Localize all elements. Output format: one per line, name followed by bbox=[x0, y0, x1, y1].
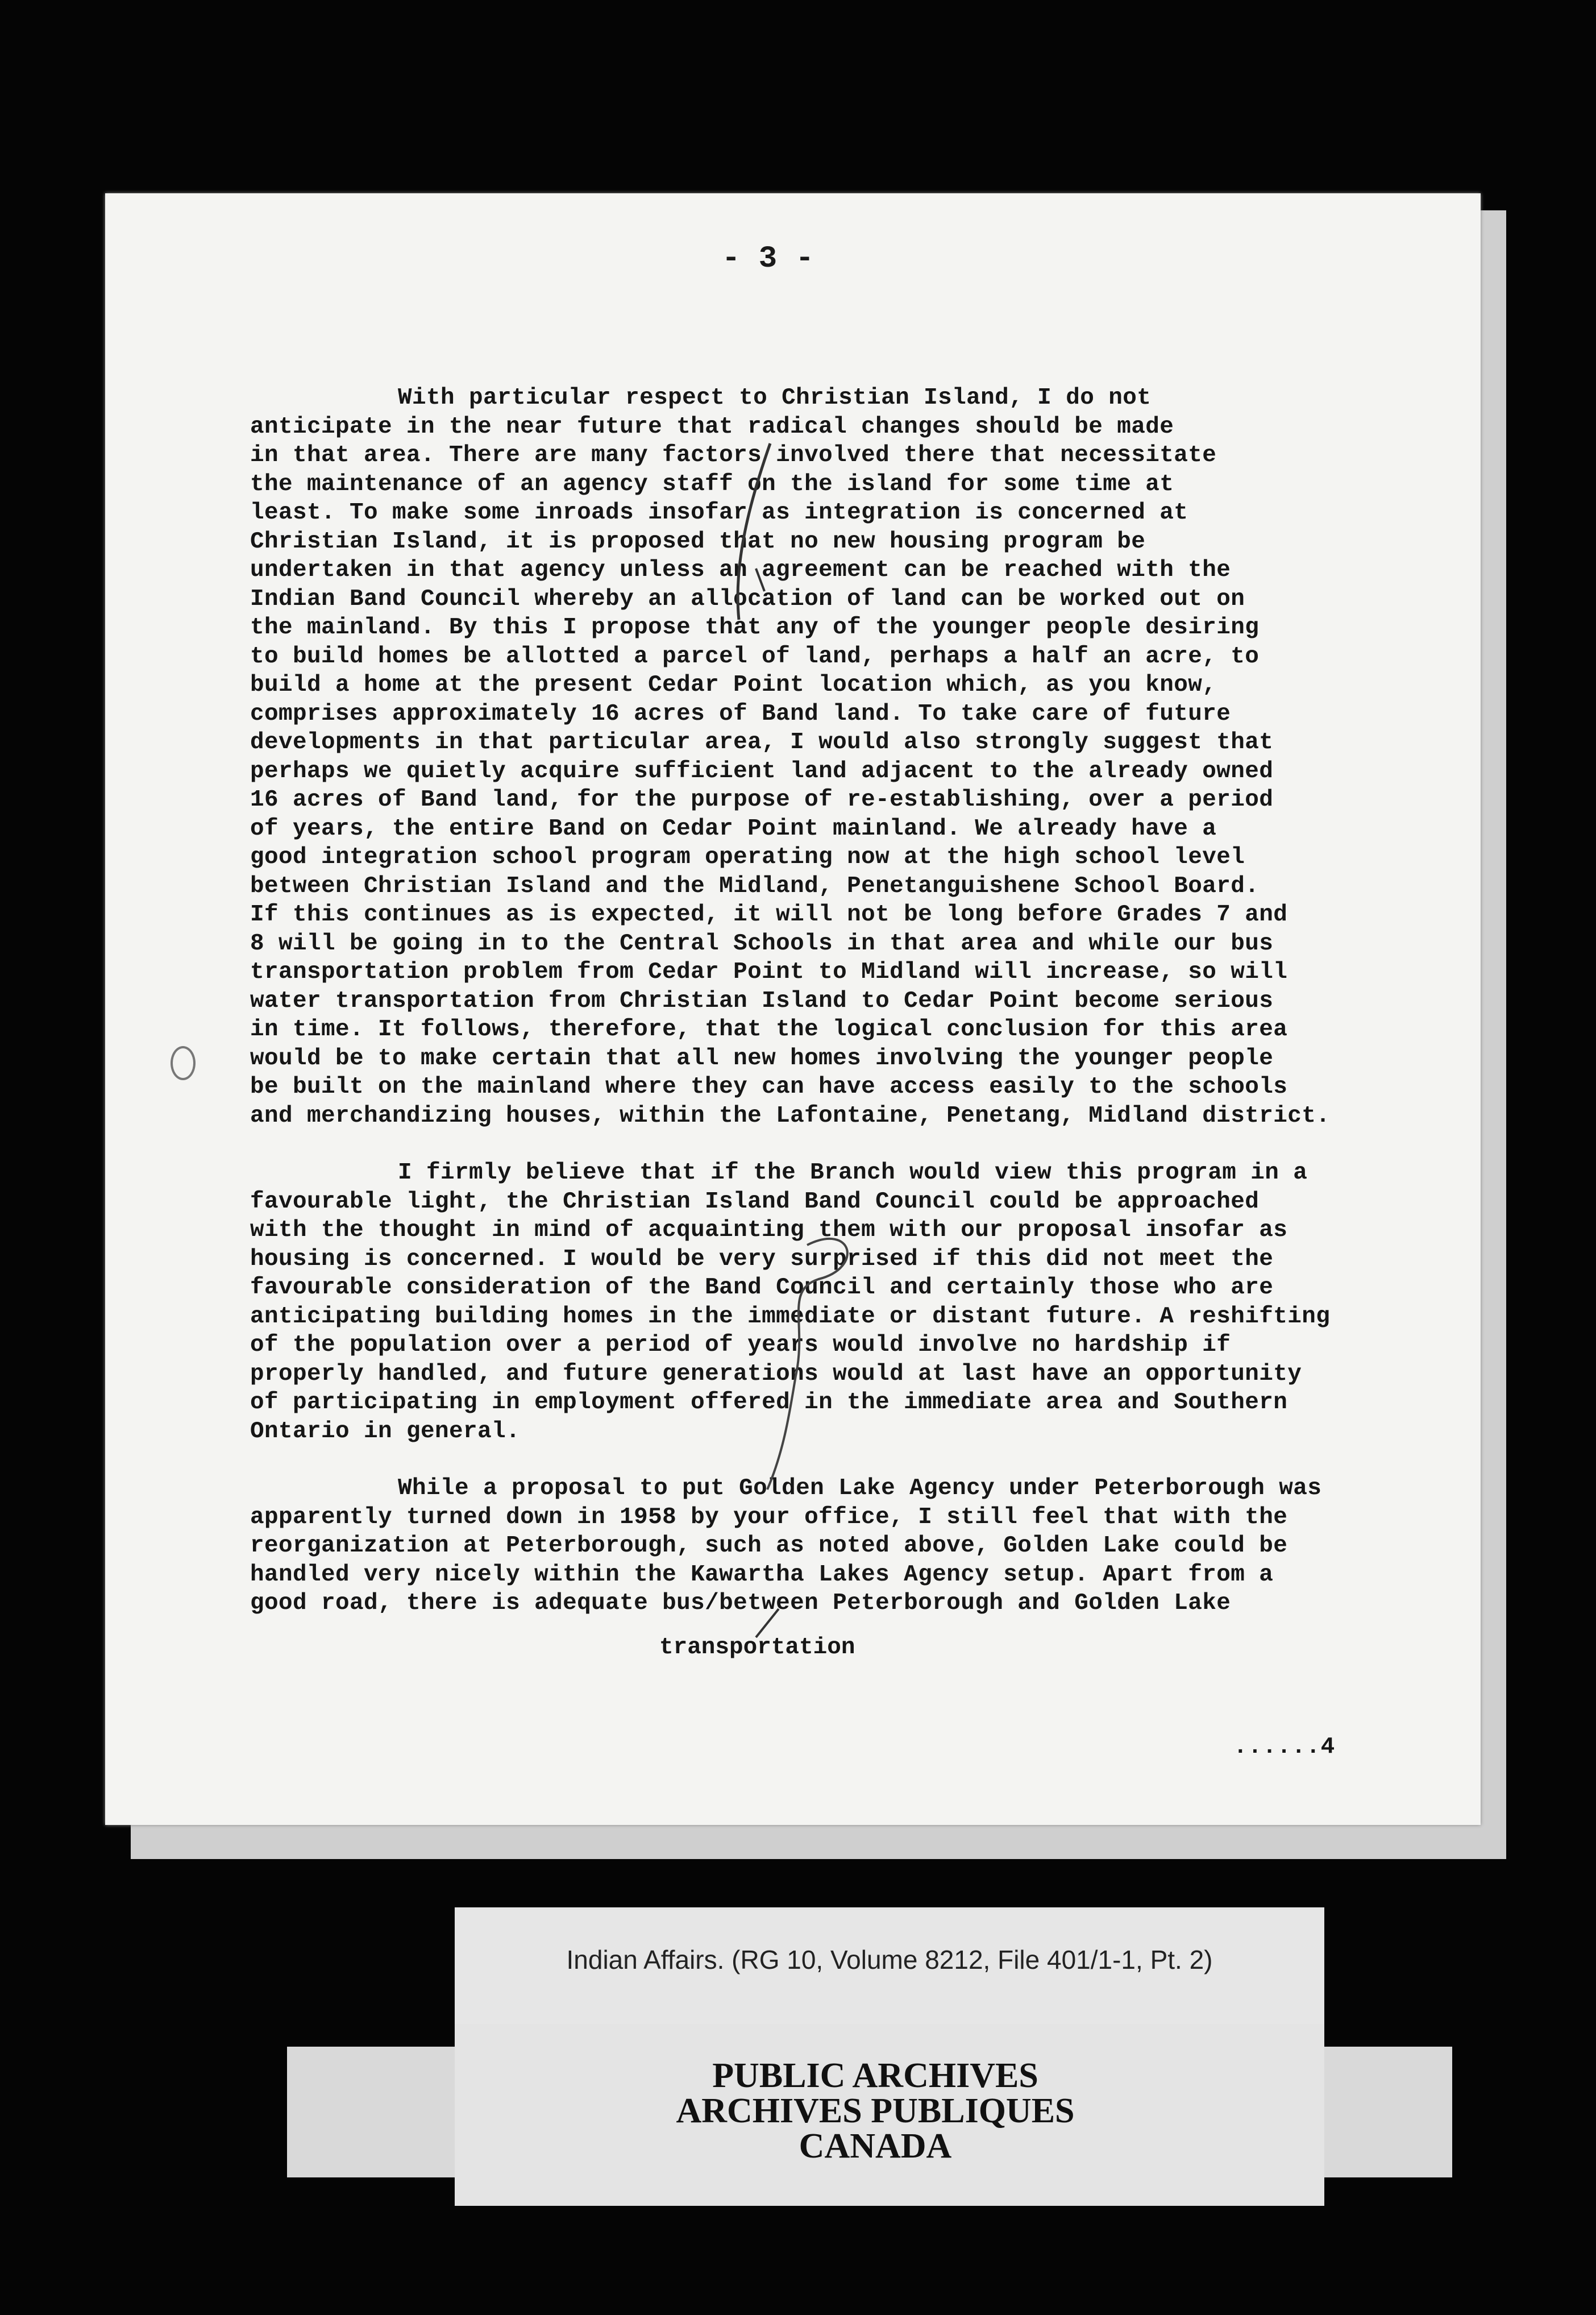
continuation-marker: ......4 bbox=[1233, 1734, 1336, 1760]
paragraph-christian-island bbox=[250, 384, 1387, 1130]
paragraph-branch-program bbox=[250, 1159, 1387, 1446]
inserted-word: transportation bbox=[659, 1634, 855, 1661]
paragraph-text: While a proposal to put Golden Lake Agency under Peterborough was apparently turned down in 1958 by your office, I still feel that with the reorganization at Peterborough, such as noted above, Golden Lake could be handled very nicely within the Kawartha Lakes Agency setup. Apart from a good road, there is adequate bus/between Peterborough and Golden Lake bbox=[250, 1475, 1322, 1616]
stamp-line: CANADA bbox=[799, 2127, 952, 2165]
paragraph-golden-lake bbox=[250, 1474, 1387, 1618]
archives-stamp bbox=[654, 2058, 1097, 2164]
stamp-line: ARCHIVES PUBLIQUES bbox=[676, 2092, 1075, 2130]
page-number: - 3 - bbox=[722, 242, 814, 276]
letter-body bbox=[250, 384, 1387, 1618]
paragraph-text: With particular respect to Christian Island, I do not anticipate in the near future that radical changes should be made in that area. There are many factors involved there that necessitate the maintenance of an agency staff on the island for some time at least. To make some inroads insofar as integration is concerned at Christian Island, it is proposed that no new housing program be undertaken in that agency unless an agreement can be reached with the Indian Band Council whereby an allocation of land can be worked out on the mainland. By this I propose that any of the younger people desiring to build homes be allotted a parcel of land, perhaps a half an acre, to build a home at the present Cedar Point location which, as you know, comprises approximately 16 acres of Band land. To take care of future developments in that particular area, I would also strongly suggest that perhaps we quietly acquire sufficient land adjacent to the already owned 16 acres of Band land, for the purpose of re-establishing, over a period of years, the entire Band on Cedar Point mainland. We already have a good integration school program operating now at the high school level between Christian Island and the Midland, Penetanguishene School Board. If this continues as is expected, it will not be long before Grades 7 and 8 will be going in to the Central Schools in that area and while our bus transportation problem from Cedar Point to Midland will increase, so will water transportation from Christian Island to Cedar Point become serious in time. It follows, therefore, that the logical conclusion for this area would be to make certain that all new homes involving the younger people be built on the mainland where they can have access easily to the schools and merchandizing houses, within the Lafontaine, Penetang, Midland district. bbox=[250, 385, 1331, 1129]
margin-circle-mark bbox=[171, 1046, 196, 1080]
archive-reference-card bbox=[455, 1907, 1324, 2027]
paragraph-text: I firmly believe that if the Branch would view this program in a favourable light, the Christian Island Band Council could be approached with the thought in mind of acquainting them with our proposal insofar as housing is concerned. I would be very surprised if this did not meet the favourable consideration of the Band Council and certainly those who are anticipating building homes in the immediate or distant future. A reshifting of the population over a period of years would involve no hardship if properly handled, and future generations would at last have an opportunity of participating in employment offered in the immediate area and Southern Ontario in general. bbox=[250, 1160, 1331, 1445]
archive-reference: Indian Affairs. (RG 10, Volume 8212, File 401/1-1, Pt. 2) bbox=[566, 1945, 1213, 1974]
stamp-line: PUBLIC ARCHIVES bbox=[712, 2056, 1038, 2095]
